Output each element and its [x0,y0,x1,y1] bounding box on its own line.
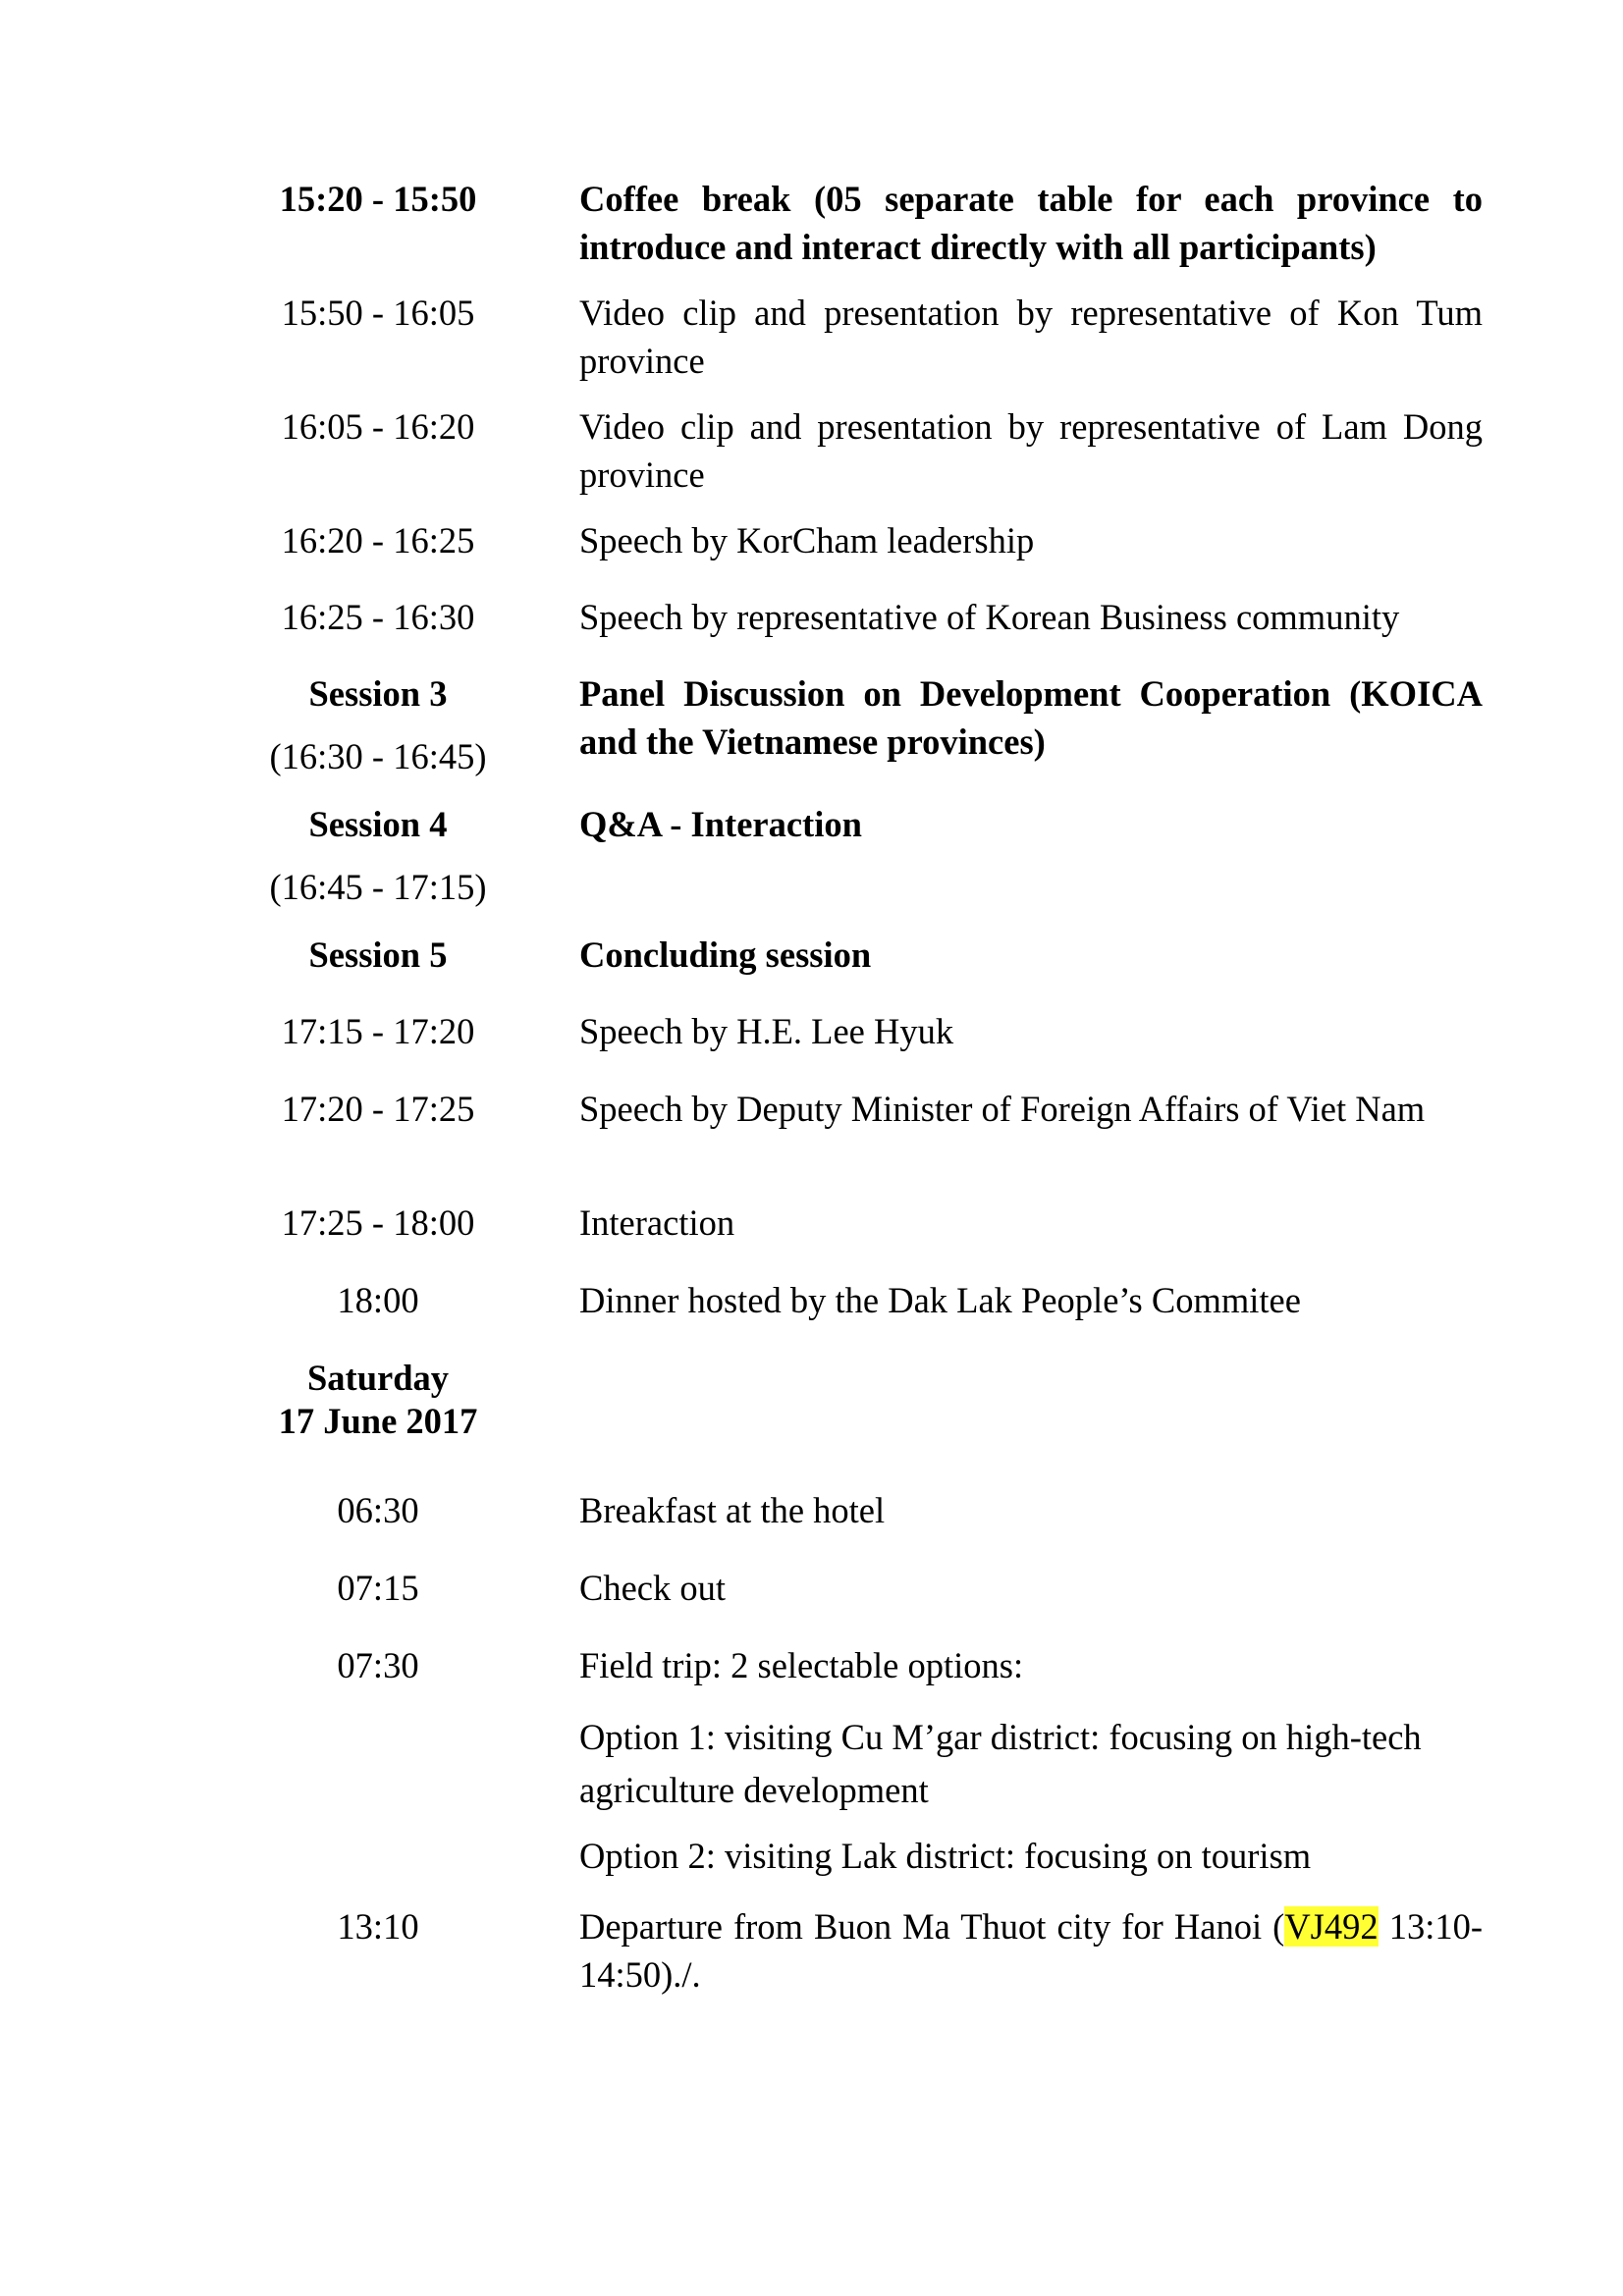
row-description: Speech by representative of Korean Business community [579,597,1400,637]
row-description: Field trip: 2 selectable options: [579,1645,1024,1685]
row-description: Video clip and presentation by representative of Kon Tum province [579,293,1483,381]
day-date: 17 June 2017 [278,1401,478,1441]
session-description: Concluding session [579,934,872,975]
row-time: 06:30 [337,1490,419,1530]
departure-text: Departure from Buon Ma Thuot city for Hanoi ( [579,1906,1285,1947]
departure-text-end: 13:10-14:50)./. [579,1906,1484,1995]
row-description [579,1902,1483,1999]
row-description: Dinner hosted by the Dak Lak People’s Commitee [579,1280,1301,1320]
session-label: Session 3 [308,673,448,714]
session-label: Session 5 [308,934,448,975]
option-description: Option 1: visiting Cu M’gar district: focusing on high-tech agriculture development [579,1717,1422,1810]
row-time: 16:20 - 16:25 [281,520,475,561]
flight-number-highlight: VJ492 [1284,1906,1379,1947]
row-description: Breakfast at the hotel [579,1490,886,1530]
agenda-row-departure [236,1902,1483,2010]
session-time: (16:30 - 16:45) [269,736,487,776]
day-heading [236,1357,520,1443]
row-time: 16:25 - 16:30 [281,597,475,637]
session-time: (16:45 - 17:15) [269,867,487,907]
row-description: Coffee break (05 separate table for each province to introduce and interact directly with all participants) [579,179,1483,267]
row-time: 17:15 - 17:20 [281,1011,475,1051]
row-time: 17:20 - 17:25 [281,1089,475,1129]
row-time: 18:00 [337,1280,419,1320]
row-description: Speech by Deputy Minister of Foreign Affairs of Viet Nam [579,1089,1426,1129]
option-description: Option 2: visiting Lak district: focusing on tourism [579,1836,1312,1876]
session-description: Q&A - Interaction [579,804,862,844]
session-label: Session 4 [308,804,448,844]
row-time: 15:50 - 16:05 [281,293,475,333]
row-time: 15:20 - 15:50 [279,179,477,219]
row-time: 17:25 - 18:00 [281,1202,475,1243]
row-time: 13:10 [337,1906,419,1947]
row-time: 07:30 [337,1645,419,1685]
row-time: 16:05 - 16:20 [281,406,475,447]
session-description: Panel Discussion on Development Cooperation (KOICA and the Vietnamese provinces) [579,673,1483,762]
row-description: Speech by KorCham leadership [579,520,1035,561]
row-description: Speech by H.E. Lee Hyuk [579,1011,954,1051]
row-description: Video clip and presentation by representative of Lam Dong province [579,406,1483,495]
agenda-session-3 [236,669,1483,777]
day-weekday: Saturday [306,1358,449,1398]
row-description: Check out [579,1568,727,1608]
row-time: 07:15 [337,1568,419,1608]
row-description: Interaction [579,1202,735,1243]
agenda-session-4 [236,800,1483,908]
